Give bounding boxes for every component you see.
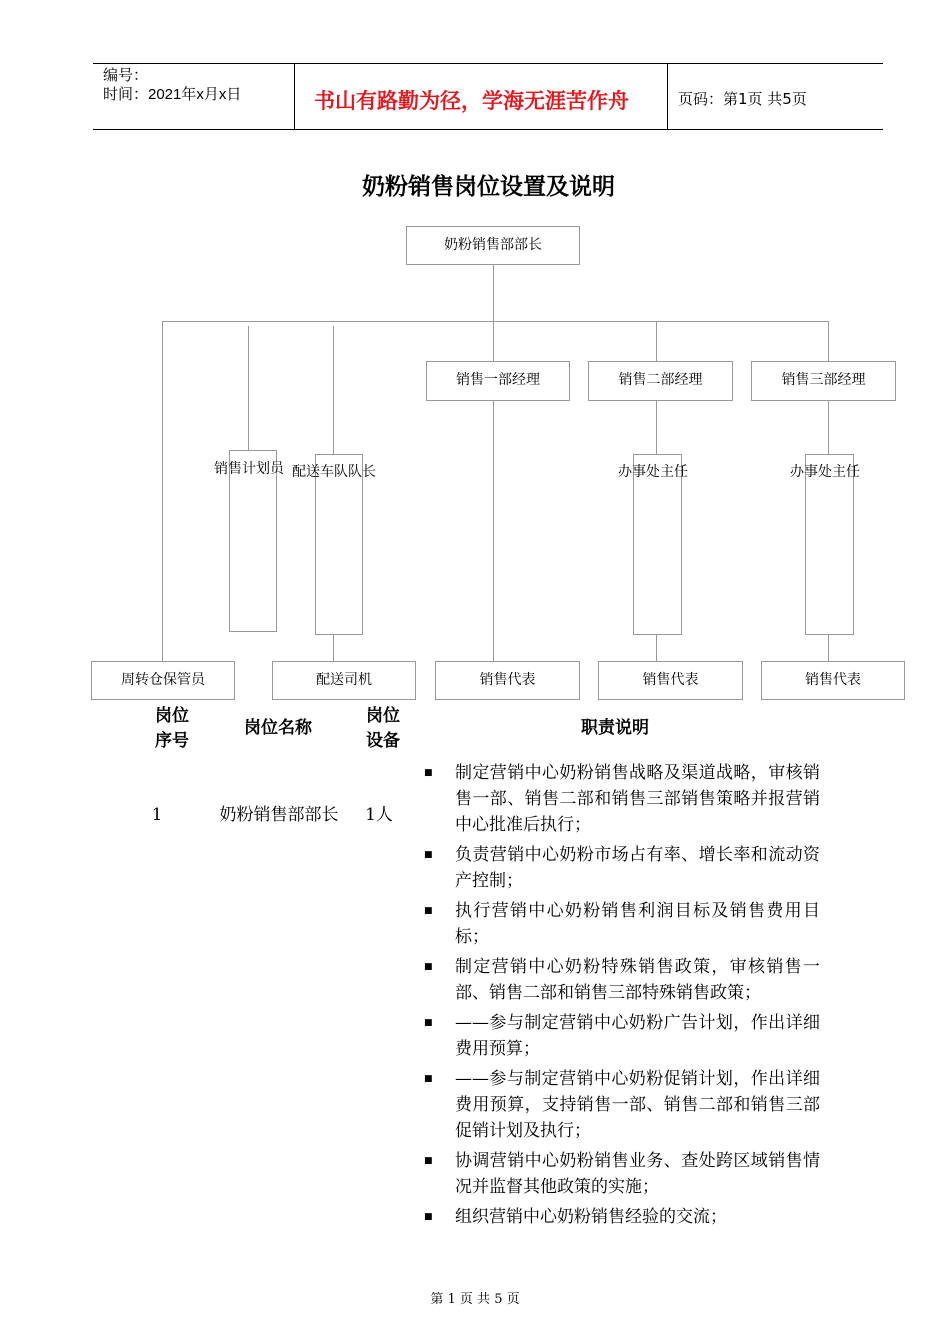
org-node-sales-rep: 销售代表 (761, 661, 905, 700)
org-node-sales-rep: 销售代表 (598, 661, 743, 700)
list-item: ■ 制定营销中心奶粉销售战略及渠道战略，审核销售一部、销售二部和销售三部销售策略并报营销中心批准后执行； (420, 760, 820, 838)
row-name: 奶粉销售部部长 (219, 805, 339, 825)
connector-line (162, 321, 829, 322)
square-bullet-icon: ■ (424, 850, 433, 860)
org-node-manager: 销售三部经理 (751, 361, 896, 401)
duty-list (420, 760, 820, 1234)
header-page-info: 页码：第1页 共5页 (678, 90, 807, 108)
document-time: 时间：2021年x月x日 (103, 86, 242, 103)
page-title: 奶粉销售岗位设置及说明 (362, 174, 615, 200)
page-footer: 第 1 页 共 5 页 (430, 1292, 520, 1307)
document-number: 编号： (103, 67, 149, 84)
square-bullet-icon: ■ (424, 768, 433, 778)
list-item: ■ 负责营销中心奶粉市场占有率、增长率和流动资产控制； (420, 842, 820, 894)
row-seq: 1 (151, 805, 163, 825)
list-item: ■ 协调营销中心奶粉销售业务、查处跨区域销售情况并监督其他政策的实施； (420, 1148, 820, 1200)
org-node-vertical (633, 454, 682, 635)
header-bottom-border (93, 129, 883, 130)
connector-line (656, 321, 657, 361)
connector-line (656, 401, 657, 454)
square-bullet-icon: ■ (424, 1018, 433, 1028)
header-name: 岗位名称 (244, 718, 312, 738)
connector-line (828, 401, 829, 454)
square-bullet-icon: ■ (424, 906, 433, 916)
header-motto: 书山有路勤为径，学海无涯苦作舟 (314, 89, 629, 113)
org-label-planner: 销售计划员 (214, 461, 284, 477)
header-divider (667, 63, 668, 130)
org-node-manager: 销售二部经理 (588, 361, 733, 401)
connector-line (828, 634, 829, 661)
org-node-manager: 销售一部经理 (426, 361, 570, 401)
connector-line (493, 265, 494, 322)
list-item: ■ ——参与制定营销中心奶粉广告计划，作出详细费用预算； (420, 1010, 820, 1062)
row-staff: 1人 (365, 805, 393, 825)
list-item: ■ 组织营销中心奶粉销售经验的交流； (420, 1204, 820, 1230)
list-item: ■ 制定营销中心奶粉特殊销售政策，审核销售一部、销售二部和销售三部特殊销售政策； (420, 954, 820, 1006)
square-bullet-icon: ■ (424, 962, 433, 972)
connector-line (333, 326, 334, 454)
connector-line (493, 321, 494, 361)
org-label-fleet-leader: 配送车队队长 (292, 464, 376, 480)
square-bullet-icon: ■ (424, 1074, 433, 1084)
square-bullet-icon: ■ (424, 1156, 433, 1166)
header-seq: 岗位 序号 (155, 706, 189, 751)
org-node-warehouse-keeper: 周转仓保管员 (91, 661, 235, 700)
header-staff: 岗位 设备 (366, 706, 400, 751)
connector-line (656, 634, 657, 661)
connector-line (333, 634, 334, 661)
org-node-vertical (315, 454, 363, 635)
header-duty: 职责说明 (581, 718, 649, 738)
connector-line (248, 326, 249, 450)
square-bullet-icon: ■ (424, 1212, 433, 1222)
org-node-driver: 配送司机 (272, 661, 416, 700)
list-item: ■ ——参与制定营销中心奶粉促销计划，作出详细费用预算，支持销售一部、销售二部和销售三部促销计划及执行； (420, 1066, 820, 1144)
connector-line (493, 401, 494, 661)
org-node-sales-rep: 销售代表 (435, 661, 580, 700)
list-item: ■ 执行营销中心奶粉销售利润目标及销售费用目标； (420, 898, 820, 950)
connector-line (828, 321, 829, 361)
org-label-office-head: 办事处主任 (618, 464, 688, 480)
connector-line (162, 321, 163, 661)
header-top-border (93, 63, 883, 64)
org-label-office-head: 办事处主任 (790, 464, 860, 480)
org-node-director: 奶粉销售部部长 (406, 226, 580, 265)
header-divider (294, 63, 295, 130)
org-node-vertical (805, 454, 854, 635)
